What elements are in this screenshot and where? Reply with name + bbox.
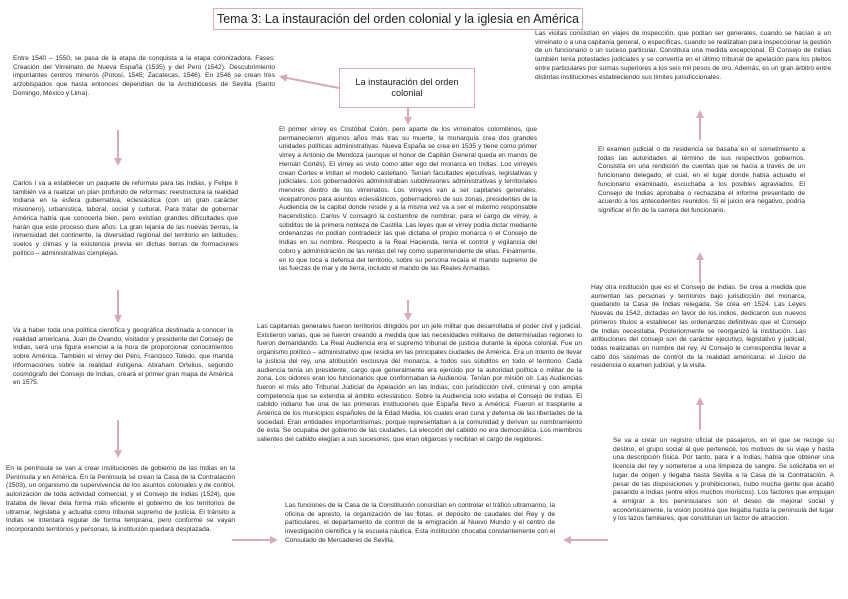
node-peninsula-instituciones: En la península se van a crear instituciones de gobierno de las Indias en la Península y en América. En la Península se crean la Casa de la Contratación (1503), un organismo de supervivencia de los asuntos coloniales y de control, autorización de toda actividad comercial, y el Consejo de Indias (1524), que trataba de llevar dela forma más eficiente el gobierno de los territorios de ultramar, legislaba y actuaba como tribunal supremo de justicia. El tránsito a Indias se intentará regular de forma temprana, pero conforme se vayan incorporando territorios y personas, la institución quedará desplazada.	[6, 465, 235, 533]
node-registro-pasajeros: Se va a crear un registro oficial de pasajeros, en el que se recoge su destino, el grupo social al que pertenece, los motivos de su viaje y hasta una descripción física. Por tanto, para ir a Indias, había que obtener una licencia del rey y someterse a una limpieza de sangre. Se solicitaba en el lugar de origen y llegaba hasta Sevilla a la Casa de la Contratación. A pesar de las disposiciones y prohibiciones, hubo mucha gente que acabó pasando a Indias (entre ellos muchos moriscos). Los factores que empujan a emigrar a los peninsulares son el deseo de mejorar social y económicamente, la visión positiva que llegaba hasta la península del lugar y los lazos familiares, que constituían un factor de atracción.	[613, 437, 834, 523]
node-examen-residencia: El examen judicial o de residencia se basaba en el sometimiento a todas las autoridades al término de sus respectivos gobiernos. Consistía en una rendición de cuentas que se hacía a través de un funcionario delegado, el cual, en el lugar donde había actuado el funcionario examinado, escuchaba a los posibles agraviados. El Consejo de Indias aprobaba o rechazaba el informe presentado de acuerdo a los antecedentes reunidos. Si el juicio era negativo, podría significar el fin de la carrera del funcionario.	[598, 146, 805, 214]
node-primer-virrey: El primer virrey es Cristóbal Colón, pero aparte de los virreinatos colombinos, que permanecieron algunos años más tras su muerte, la monarquía crea dos grandes unidades políticas administrativas. Nueva España se crea en 1535 y tiene como primer virrey a Antonio de Mendoza (aunque el honor de Capitán General queda en manos de Hernán Cortés). El virrey es visto como alter ego del monarca en Indias. Los virreyes crean Cortes e imitan el modelo castellano. Tenían facultades ejecutivas, legislativas y judiciales. Los gobernadores administraban subdivisiones administrativas y territoriales menores dentro de los virreinatos. Los virreyes van a ser capitanes generales, vicepatronos para asuntos eclesiásticos, gobernadores de sus zonas, presidentes de la Audiencia de la capital donde reside y a la misma vez va a ser el máximo responsable hacendístico. Carlos V consagró la costumbre de nombrar, para el cargo de virrey, a súbditos de la primera nobleza de Castilla. Las leyes que el virrey podía dictar mediante ordenanzas no podían contradecir las que dictaba el propio monarca o el Consejo de Indias en su nombre. Respecto a la Real Hacienda, tenía el control y vigilancia del cobro y administración de las rentas del rey como superintendente de ellas. Finalmente, en lo que toca a defensa del territorio, sobre su persona recaía el mando supremo de las fuerzas de mar y de tierra, incluido el mando de las Reales Armadas.	[279, 126, 537, 273]
central-topic: La instauración del orden colonial	[339, 68, 475, 108]
node-entro-1540: Entre 1540 – 1550, se pasa de la etapa de conquista a la etapa colonizadora. Fases: Creación del Virreinato de Nueva España (1535) y del Perú (1542). Descubrimiento importantes centros mineros (Potosí, 1545; Zacatecas, 1546). En 1546 se crean tres arzobispados que hasta entonces dependían de la Archidiócesis de Sevilla (Santo Domingo, México y Lima).	[13, 55, 275, 97]
node-casa-constitucion: Las funciones de la Casa de la Constitución consistían en controlar el tráfico ultramarino, la oficina de apresto, la organización de las flotas, el depósito de caudales del Rey y de particulares, el departamento de control de la emigración al Nuevo Mundo y el centro de investigación científica y la escuela náutica. Esta institución chocaba constantemente con el Consulado de Mercaderes de Sevilla.	[285, 502, 555, 544]
arrow-center-to-entro	[282, 77, 339, 88]
node-consejo-indias: Hay otra institución que es el Consejo de Indias. Se crea a medida que aumentan las personas y territorios bajo jurisdicción del monarca, quedando la Casa de Indias relegada. Se crea en 1524. Las Leyes Nuevas de 1542, dictadas en favor de los indios, dedicaron sus nuevos primeros títulos a establecer las ordenanzas definitivas que el Consejo de Indias necesitaba. Posteriormente se reorganizó la institución. Las atribuciones del consejo son de carácter ejecutivo, legislativo y judicial, todas realizadas en nombre del rey. Al Consejo le correspondía llevar a cabo dos sistemas de control de la realidad americana: el Juicio de residencia o examen judicial, y la visita.	[591, 284, 806, 370]
map-title: Tema 3: La instauración del orden colonial y la iglesia en América	[213, 8, 583, 30]
node-capitanias-generales: Las capitanías generales fueron territorios dirigidos por un jefe militar que desarrollaba el poder civil y judicial. Existieron varias, que se fueron creando a medida que las necesidades militares de determinadas regiones lo fueron demandando. La Real Audiencia era el supremo tribunal de justicia durante la época colonial. Fue un organismo político – administrativo que residía en las principales ciudades de América. Era un intento de llevar la justicia del rey, una atribución exclusiva del monarca, a todos sus súbditos en todo el territorio. Cada audiencia tenía un presidente, cargo que generalmente era ejercido por la autoridad política o militar de la zona. Los oidores eran los funcionarios que conformaban la Audiencia. Tenían por misión oír. Las Audiencias fueron el más alto Tribunal Judicial de Apelación en las Indias, con jurisdicción civil, criminal y con amplia competencia que se extendía al ámbito eclesiástico. Sobre la Audiencia solo estaba el Consejo de Indias. El cabildo indiano fue una de las primeras instituciones que España llevó a América. Fueron el trasplante a América de los municipios españoles de la Edad Media, los cuales eran cuna y defensa de las libertades de la sociedad. Eran entidades importantísimas, porque representaban a la comunidad y derivan su nombramiento de ésta. Se ocupaba del gobierno de las ciudades. La elección del cabildo no era democrática. Los miembros salientes del cabildo elegían a sus sucesores, que eran oligarcas y recibían el cargo de regidores.	[257, 323, 582, 444]
node-carlos-reformas: Carlos I va a establecer un paquete de reformas para las Indias, y Felipe II también va a realizar un plan profundo de reformas: reestructura la realidad Indiana en la esfera gubernativa, eclesiástica (con un gran carácter misionero), urbanística, laboral, social y cultural. Para tratar de gobernar América había que conocerla bien, pero existían grandes dificultades que harán que este proceso dure años: La gran lejanía de las nuevas tierras, la inmensidad del continente, la diversidad regional del territorio en latitudes, suelos y climas y la existencia previa en dichas tierras de formaciones político – administrativas complejas.	[13, 180, 238, 257]
node-visitas: Las visitas consistían en viajes de inspección, que podían ser generales, cuando se hacían a un virreinato o a una capitanía general, o específicas, cuando se realizaban para inspeccionar la gestión de un funcionario o un suceso particular. Constituía una medida excepcional. El Consejo de Indias también tenía potestades judiciales y se convertía en el último tribunal de apelación para los pleitos entre particulares por sumas superiores a los seis mil pesos de oro. Además, es un gran árbitro entre distintas instituciones estableciendo sus límites jurisdiccionales.	[535, 30, 831, 81]
node-politica-cientifica: Va a haber toda una política científica y geográfica destinada a conocer la realidad americana. Juan de Ovando, visitador y presidente del Consejo de Indias, será una figura esencial a la hora de proporcionar conocimientos sobre América. También el virrey del Perú, Francisco Toledo, que manda informaciones sobre la realidad indígena. Abraham Ortelius, segundo cosmógrafo del Consejo de Indias, creará el primer gran mapa de América en 1575.	[13, 327, 233, 387]
